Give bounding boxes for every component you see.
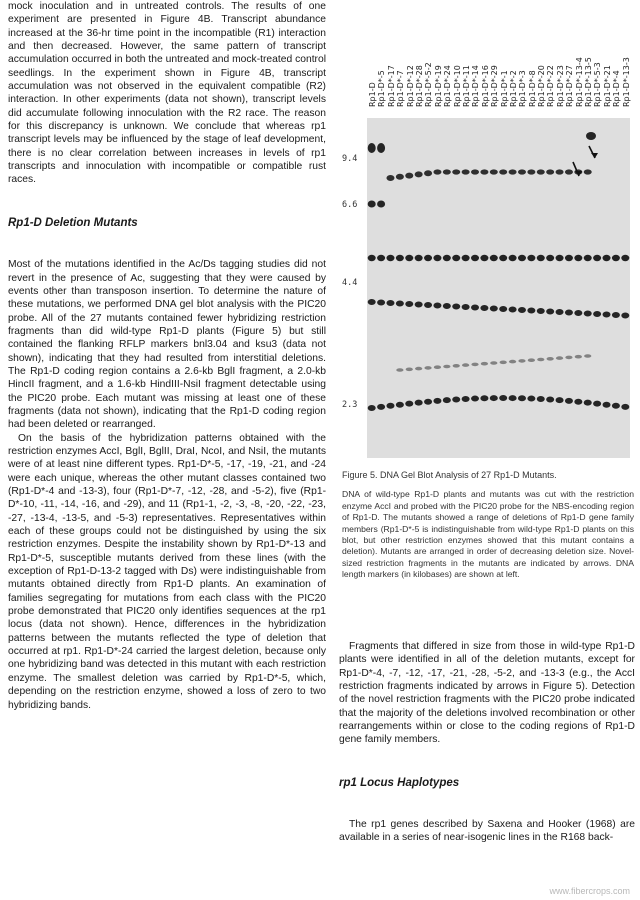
lane-label	[509, 16, 518, 116]
gel-band	[452, 397, 460, 403]
lane-label-text: Rp1-D*-24	[443, 65, 453, 107]
lane-label-text: Rp1-D*-28	[414, 65, 424, 107]
gel-band	[499, 306, 507, 312]
gel-band	[462, 169, 470, 174]
lane-label	[490, 16, 499, 116]
gel-band	[396, 301, 404, 307]
gel-band	[509, 360, 516, 364]
lane-label	[546, 16, 555, 116]
gel-band	[556, 356, 563, 360]
gel-band	[443, 303, 451, 309]
gel-band	[490, 395, 498, 401]
gel-band	[490, 255, 498, 261]
gel-band	[368, 255, 376, 261]
gel-band	[424, 255, 432, 261]
gel-band	[537, 169, 545, 174]
gel-band	[405, 173, 413, 179]
gel-band	[490, 169, 498, 174]
lane-label-text: Rp1-D	[368, 82, 377, 107]
gel-band	[406, 368, 413, 372]
gel-band	[443, 255, 451, 261]
gel-band	[518, 359, 525, 363]
gel-band	[443, 365, 450, 369]
section-heading-locus-haplotypes: rp1 Locus Haplotypes	[339, 776, 460, 789]
lane-label	[612, 16, 621, 116]
gel-band	[584, 255, 592, 261]
lane-label	[603, 16, 612, 116]
gel-band	[415, 367, 422, 371]
gel-band	[603, 312, 611, 318]
gel-band	[509, 307, 517, 313]
lane-label-text: Rp1-D*-8	[527, 70, 537, 107]
gel-band	[368, 405, 376, 411]
lane-label-text: Rp1-D*-21	[602, 65, 612, 107]
caption-body: DNA of wild-type Rp1-D plants and mutants was cut with the restriction enzyme AccI and probed with the PIC20 probe for the NBS-encoding region of Rp1-D. The mutants showed a range of deletions of Rp1-D gene family members (Rp1-D*-5 is indistinguishable from wild-type Rp1-D plants on this blot, but other restriction enzymes showed that this mutant contains a deletion). Mutants are arranged in order of decreasing deletion size. Novel-sized restriction fragments in the mutants are indicated by arrows. DNA length markers (in kilobases) are shown at left.	[342, 489, 634, 580]
lane-label	[584, 16, 593, 116]
gel-band	[603, 255, 611, 261]
gel-band	[424, 302, 432, 308]
lane-label	[556, 16, 565, 116]
figure-caption	[342, 470, 634, 581]
lane-label	[575, 16, 584, 116]
lane-label-text: Rp1-D*-5	[377, 70, 387, 107]
gel-band	[386, 255, 394, 261]
lane-label-text: Rp1-D*-4	[612, 70, 622, 107]
gel-band	[471, 305, 479, 311]
gel-band	[471, 363, 478, 367]
gel-band	[396, 368, 403, 372]
gel-band	[396, 255, 404, 261]
gel-band	[377, 255, 385, 261]
lane-label-text: Rp1-D*-1	[499, 70, 509, 107]
gel-band	[556, 255, 564, 261]
gel-band	[584, 354, 591, 358]
gel-band	[527, 308, 535, 314]
gel-band	[490, 306, 498, 312]
marker-2-3: 2.3	[342, 400, 358, 410]
gel-band	[443, 397, 451, 403]
gel-band	[415, 400, 423, 406]
gel-band	[584, 169, 592, 174]
lane-label-text: Rp1-D*-16	[480, 65, 490, 107]
gel-band	[480, 255, 488, 261]
gel-band	[509, 395, 517, 401]
lane-label	[471, 16, 480, 116]
gel-band	[462, 396, 470, 402]
lane-label	[443, 16, 452, 116]
lane-label-text: Rp1-D*-11	[461, 65, 471, 107]
gel-band	[603, 402, 611, 408]
lane-label-text: Rp1-D*-27	[565, 65, 575, 107]
gel-band	[509, 255, 517, 261]
gel-band	[612, 255, 620, 261]
gel-band	[565, 398, 573, 404]
gel-band	[396, 174, 404, 180]
gel-band	[574, 255, 582, 261]
gel-bands	[367, 118, 630, 458]
lane-label	[387, 16, 396, 116]
gel-band	[565, 169, 573, 174]
gel-band	[537, 358, 544, 362]
gel-band	[518, 169, 526, 174]
gel-band	[612, 312, 620, 318]
lane-label-text: Rp1-D*-20	[537, 65, 547, 107]
gel-band	[574, 399, 582, 405]
gel-band	[490, 361, 497, 365]
paragraph-hybridization-patterns: On the basis of the hybridization patterns obtained with the restriction enzymes AccI, BglI, BglII, DraI, NcoI, and NsiI, the mutants were of at least nine different types. Rp1-D*-5, -17, -19, -21, and -24 were each unique, whereas the other mutant classes contained two (Rp1-D*-4 and -13-3), four (Rp1-D*-7, -12, -28, and -5-2), five (Rp1-D*-10, -11, -14, -16, and -29), and 11 (Rp1-1, -2, -3, -8, -20, -22, -23, -27, -13-4, -13-5, and -5-3) representatives. Representatives within each of these groups could not be distinguished by using the six restriction enzymes. Despite the instability shown by Rp1-D*-13 and Rp1-D*-5, susceptible mutants derived from these lines (with the exception of Rp1-D-13-2 tagged with Ds) were indistinguishable from mutants obtained directly from Rp1-D plants. An examination of families segregating for mutations from each class with the PIC20 probe demonstrated that PIC20 only identifies sequences at the rp1 locus (data not shown). Hence, differences in the hybridization patterns between the mutants reflected the type of deletion that occurred at rp1. Rp1-D*-24 carried the largest deletion, because only one hybridizing band was detected in this mutant with each restriction enzyme. The smallest deletion was carried by Rp1-D*-5, which, depending on the restriction enzyme, showed a loss of zero to two hybridizing bands.	[8, 432, 326, 711]
gel-blot-image	[367, 118, 630, 458]
gel-band	[584, 400, 592, 406]
gel-band	[527, 396, 535, 402]
paragraph-transcript-results: mock inoculation and in untreated controls. The results of one experiment are presented in Figure 4B. Transcript abundance increased at the 36-hr time point in the incompatible (R1) interaction and then decreased. However, the same pattern of transcript accumulation occurred in both the untreated and mock-treated control seedlings. In the experiment shown in Figure 4B, transcript accumulation was not observed in the equivalent compatible (R2) interaction. In other experiments (data not shown), transcript levels did accumulate following innoculation with the R2 race. The reason for this discrepancy is unknown. We conclude that whereas rp1 transcript levels may be influenced by the stage of leaf development, there is no clear correlation between increases in levels of rp1 transcripts and innoculation with incompatible or compatible rust races.	[8, 1, 326, 186]
lane-label-text: Rp1-D*-14	[471, 65, 481, 107]
lane-label-text: Rp1-D*-22	[546, 65, 556, 107]
gel-band	[377, 143, 385, 153]
gel-band	[528, 358, 535, 362]
gel-band	[584, 311, 592, 317]
gel-band	[480, 169, 488, 174]
gel-band	[546, 309, 554, 315]
gel-band	[443, 169, 451, 174]
gel-band	[537, 255, 545, 261]
gel-band	[386, 300, 394, 306]
lane-label	[528, 16, 537, 116]
gel-band	[452, 169, 460, 174]
gel-band	[433, 169, 441, 174]
marker-6-6: 6.6	[342, 200, 358, 210]
gel-band	[405, 401, 413, 407]
lane-label-text: Rp1-D*-17	[386, 65, 396, 107]
gel-band	[368, 201, 376, 208]
gel-band	[415, 302, 423, 308]
lane-label-text: Rp1-D*-13-3	[621, 57, 631, 107]
gel-band	[565, 310, 573, 316]
gel-band	[537, 308, 545, 314]
gel-band	[480, 305, 488, 311]
gel-band	[462, 363, 469, 367]
gel-band	[546, 255, 554, 261]
gel-band	[556, 169, 564, 174]
lane-label	[424, 16, 433, 116]
gel-band	[527, 169, 535, 174]
gel-band	[621, 313, 629, 319]
gel-band	[499, 169, 507, 174]
gel-band	[452, 304, 460, 310]
lane-label	[622, 16, 631, 116]
gel-band	[368, 299, 376, 305]
gel-band	[433, 255, 441, 261]
gel-band	[593, 311, 601, 317]
lane-label	[518, 16, 527, 116]
paragraph-deletion-analysis: Most of the mutations identified in the Ac/Ds tagging studies did not revert in the presence of Ac, suggesting that they were caused by events other than transposon insertion. To determine the nature of these mutations, we performed DNA gel blot analysis with the PIC20 probe. All of the 27 mutants contained fewer hybridizing restriction fragments than did wild-type Rp1-D plants (Figure 5) but still contained the flanking RFLP markers bnl3.04 and ksu3 (data not shown), indicating that they had resulted from interstitial deletions. The Rp1-D coding region contains a 2.6-kb BglI fragment, a 2.0-kb HincII fragment, and a 1.6-kb HindIII-NsiI fragment detectable using the PIC20 probe. Each mutant was missing at least one of these fragments (data not shown), indicating that the Rp1-D coding region had been deleted or rearranged.	[8, 259, 326, 431]
lane-label-text: Rp1-D*-2	[508, 70, 518, 107]
gel-band	[471, 255, 479, 261]
section-heading-deletion-mutants: Rp1-D Deletion Mutants	[8, 216, 138, 229]
lane-label	[500, 16, 509, 116]
gel-band	[462, 304, 470, 310]
lane-label-text: Rp1-D*-7	[396, 70, 406, 107]
lane-label-text: Rp1-D*-23	[555, 65, 565, 107]
gel-band	[575, 355, 582, 359]
paragraph-novel-fragments: Fragments that differed in size from those in wild-type Rp1-D plants were identified in all of the deletion mutants, except for Rp1-D*-4, -7, -12, -17, -21, -28, -5-2, and -13-3 (e.g., the AccI restriction fragments indicated by arrows in Figure 5). Detection of the novel restriction fragments with the PIC20 probe indicated that the majority of the deletions involved recombination or other rearrangements within or close to the coding regions of Rp1-D gene family members.	[339, 641, 635, 746]
lane-label-text: Rp1-D*-13-5	[584, 57, 594, 107]
gel-band	[593, 401, 601, 407]
lane-label	[593, 16, 602, 116]
gel-band	[424, 170, 432, 176]
paragraph-haplotypes: The rp1 genes described by Saxena and Hooker (1968) are available in a series of near-isogenic lines in the R168 back-	[339, 819, 635, 844]
gel-band	[405, 301, 413, 307]
gel-band	[433, 398, 441, 404]
gel-band	[537, 396, 545, 402]
gel-band	[509, 169, 517, 174]
lane-label	[565, 16, 574, 116]
left-column	[8, 0, 326, 712]
gel-band	[565, 255, 573, 261]
gel-band	[453, 364, 460, 368]
gel-band	[377, 201, 385, 208]
lane-label	[377, 16, 386, 116]
lane-label	[406, 16, 415, 116]
lane-label-text: Rp1-D*-3	[518, 70, 528, 107]
lane-label-text: Rp1-D*-5-3	[593, 62, 603, 107]
lane-label	[434, 16, 443, 116]
gel-band	[462, 255, 470, 261]
lane-label-text: Rp1-D*-12	[405, 65, 415, 107]
gel-band	[546, 169, 554, 174]
caption-title: Figure 5. DNA Gel Blot Analysis of 27 Rp1-D Mutants.	[342, 470, 557, 480]
gel-band	[471, 169, 479, 174]
gel-band	[471, 396, 479, 402]
gel-band	[556, 309, 564, 315]
arrow-head	[591, 153, 598, 158]
lane-label-text: Rp1-D*-19	[433, 65, 443, 107]
gel-band	[424, 399, 432, 405]
gel-band	[424, 366, 431, 370]
gel-band	[396, 402, 404, 408]
gel-band	[499, 395, 507, 401]
gel-band	[377, 404, 385, 410]
gel-band	[500, 361, 507, 365]
marker-9-4: 9.4	[342, 154, 358, 164]
lane-label-text: Rp1-D*-29	[490, 65, 500, 107]
gel-band	[480, 395, 488, 401]
marker-4-4: 4.4	[342, 278, 358, 288]
figure-5	[342, 16, 634, 458]
lane-label	[462, 16, 471, 116]
gel-band	[415, 255, 423, 261]
lane-label	[537, 16, 546, 116]
gel-band	[405, 255, 413, 261]
gel-band	[518, 395, 526, 401]
gel-band	[565, 356, 572, 360]
gel-band	[527, 255, 535, 261]
lane-label	[481, 16, 490, 116]
gel-band	[386, 175, 394, 181]
gel-band	[481, 362, 488, 366]
gel-band	[386, 403, 394, 409]
gel-band	[593, 255, 601, 261]
watermark-text: www.fibercrops.com	[549, 886, 630, 896]
right-column	[339, 640, 635, 845]
gel-band	[415, 171, 423, 177]
lane-label-text: Rp1-D*-5-2	[424, 62, 434, 107]
gel-band	[546, 397, 554, 403]
gel-band	[433, 303, 441, 309]
gel-band	[556, 397, 564, 403]
gel-band	[621, 255, 629, 261]
gel-band	[574, 310, 582, 316]
gel-band	[518, 307, 526, 313]
gel-band	[368, 143, 376, 153]
gel-band	[612, 403, 620, 409]
lane-label	[396, 16, 405, 116]
gel-band	[621, 404, 629, 410]
gel-band	[499, 255, 507, 261]
lane-label-text: Rp1-D*-10	[452, 65, 462, 107]
lane-label	[415, 16, 424, 116]
lane-label-text: Rp1-D*-13-4	[574, 57, 584, 107]
gel-band	[586, 132, 596, 140]
gel-band	[518, 255, 526, 261]
gel-band	[434, 365, 441, 369]
gel-band	[547, 357, 554, 361]
gel-band	[377, 300, 385, 306]
lane-label	[453, 16, 462, 116]
lane-label	[368, 16, 377, 116]
gel-band	[452, 255, 460, 261]
